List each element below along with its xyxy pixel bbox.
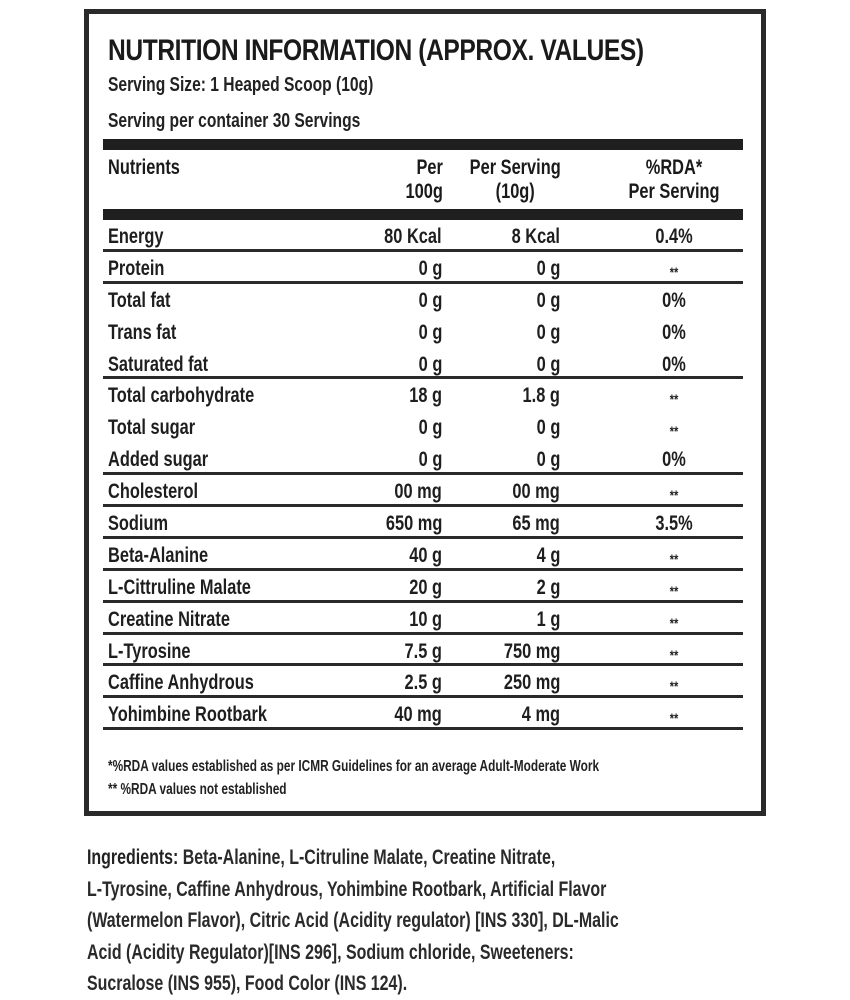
nutrient-per-serving: 0 g: [536, 288, 560, 312]
nutrient-rda: **: [669, 582, 679, 599]
nutrient-per-100g: 00 mg: [394, 480, 442, 504]
nutrient-rda: **: [669, 550, 679, 567]
nutrient-name: Protein: [108, 256, 165, 280]
table-row: [103, 411, 743, 443]
table-row: [103, 316, 743, 348]
table-row: [103, 379, 743, 411]
header-rda-per-serving: %RDA* Per Serving: [628, 156, 720, 203]
nutrition-panel: [84, 9, 766, 816]
ingredients-line: [87, 842, 771, 874]
table-row: [103, 475, 743, 507]
ingredients-line: Acid (Acidity Regulator)[INS 296], Sodium chloride, Sweeteners:: [87, 940, 574, 964]
header-nutrients: Nutrients: [108, 156, 180, 179]
nutrient-per-100g: 10 g: [409, 607, 442, 631]
nutrient-rda: **: [669, 263, 679, 280]
nutrient-per-100g: 40 mg: [394, 703, 442, 727]
nutrient-per-serving: 2 g: [536, 575, 560, 599]
ingredients-line: (Watermelon Flavor), Citric Acid (Acidity regulator) [INS 330], DL-Malic: [87, 909, 619, 932]
table-row: [103, 507, 743, 539]
nutrient-rda: **: [669, 487, 679, 504]
footnote-rda-not-established: ** %RDA values not established: [108, 781, 287, 798]
nutrient-per-serving: 250 mg: [503, 671, 560, 695]
nutrient-per-serving: 1.8 g: [522, 384, 560, 408]
nutrient-name: Sodium: [108, 512, 169, 536]
panel-title: NUTRITION INFORMATION (APPROX. VALUES): [108, 34, 644, 67]
table-row: [103, 666, 743, 698]
nutrient-rda: **: [669, 678, 679, 695]
nutrient-name: Beta-Alanine: [108, 543, 209, 567]
nutrient-name: Trans fat: [108, 320, 177, 344]
table-row: [103, 443, 743, 475]
header-bottom-rule: [103, 209, 743, 220]
nutrient-name: Caffine Anhydrous: [108, 671, 254, 695]
table-row: [103, 635, 743, 667]
ingredients-block: [87, 842, 771, 1000]
nutrient-per-100g: 40 g: [409, 543, 442, 567]
nutrient-rda: 0%: [662, 448, 686, 472]
nutrient-per-serving: 0 g: [536, 352, 560, 376]
nutrient-name: Saturated fat: [108, 352, 209, 376]
nutrient-per-100g: 0 g: [418, 320, 442, 344]
nutrient-name: Energy: [108, 225, 164, 248]
nutrient-rda: **: [669, 614, 679, 631]
nutrient-per-serving: 65 mg: [512, 512, 560, 536]
header-per-serving: Per Serving (10g): [469, 156, 561, 203]
nutrient-rda: 0%: [662, 352, 686, 376]
nutrient-rda: **: [669, 710, 679, 727]
table-row: [103, 603, 743, 635]
header-top-rule: [103, 139, 743, 150]
nutrient-per-serving: 1 g: [536, 607, 560, 631]
table-row: [103, 698, 743, 730]
nutrient-per-100g: 20 g: [409, 575, 442, 599]
nutrient-per-100g: 7.5 g: [404, 639, 442, 663]
nutrient-name: L-Cittruline Malate: [108, 575, 251, 599]
nutrient-table-body: [103, 220, 743, 730]
nutrient-per-serving: 0 g: [536, 320, 560, 344]
nutrient-per-100g: 80 Kcal: [384, 225, 442, 248]
nutrient-rda: 3.5%: [655, 512, 693, 536]
table-row: [103, 252, 743, 284]
footnote-rda-guidelines: *%RDA values established as per ICMR Guidelines for an average Adult-Moderate Work: [108, 758, 600, 775]
ingredients-text: Beta-Alanine, L-Citruline Malate, Creatine Nitrate,: [178, 846, 556, 869]
nutrient-rda: 0%: [662, 320, 686, 344]
nutrient-per-serving: 8 Kcal: [511, 225, 560, 248]
ingredients-line: Sucralose (INS 955), Food Color (INS 124).: [87, 972, 408, 995]
nutrient-name: Added sugar: [108, 448, 209, 472]
serving-size: Serving Size: 1 Heaped Scoop (10g): [108, 74, 374, 96]
nutrient-per-serving: 0 g: [536, 448, 560, 472]
nutrient-per-100g: 0 g: [418, 256, 442, 280]
ingredients-line: L-Tyrosine, Caffine Anhydrous, Yohimbine Rootbark, Artificial Flavor: [87, 877, 607, 901]
nutrient-name: Cholesterol: [108, 480, 199, 504]
ingredients-label: Ingredients:: [87, 846, 179, 869]
servings-per-container: Serving per container 30 Servings: [108, 110, 361, 132]
nutrient-name: Total sugar: [108, 416, 196, 440]
table-row: [103, 539, 743, 571]
nutrient-per-serving: 750 mg: [503, 639, 560, 663]
nutrient-name: Creatine Nitrate: [108, 607, 230, 631]
nutrient-per-100g: 650 mg: [385, 512, 442, 536]
nutrient-per-100g: 0 g: [418, 448, 442, 472]
nutrient-per-100g: 2.5 g: [404, 671, 442, 695]
table-row: [103, 220, 743, 252]
nutrient-per-100g: 18 g: [409, 384, 442, 408]
nutrient-name: Total carbohydrate: [108, 384, 255, 408]
nutrient-rda: **: [669, 423, 679, 440]
nutrient-rda: 0%: [662, 288, 686, 312]
nutrient-name: Total fat: [108, 288, 171, 312]
header-per-100g: Per 100g: [405, 156, 443, 203]
nutrient-name: Yohimbine Rootbark: [108, 703, 267, 727]
nutrient-per-100g: 0 g: [418, 352, 442, 376]
table-row: [103, 348, 743, 380]
nutrient-per-serving: 0 g: [536, 256, 560, 280]
nutrient-per-serving: 4 mg: [521, 703, 560, 727]
nutrient-per-serving: 0 g: [536, 416, 560, 440]
table-row: [103, 571, 743, 603]
nutrient-rda: **: [669, 391, 679, 408]
nutrient-per-serving: 00 mg: [512, 480, 560, 504]
nutrient-per-serving: 4 g: [536, 543, 560, 567]
nutrient-per-100g: 0 g: [418, 288, 442, 312]
nutrient-per-100g: 0 g: [418, 416, 442, 440]
nutrient-name: L-Tyrosine: [108, 639, 191, 663]
nutrient-rda: **: [669, 646, 679, 663]
nutrient-rda: 0.4%: [655, 225, 693, 248]
table-row: [103, 284, 743, 316]
